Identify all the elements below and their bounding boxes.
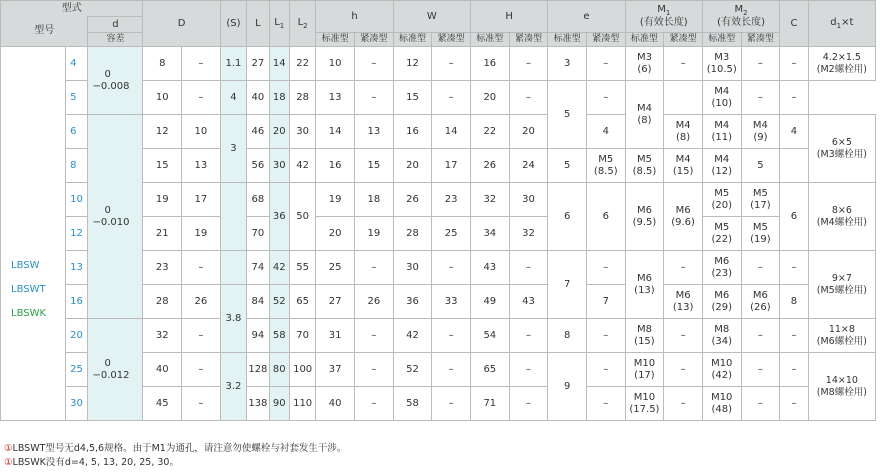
M1-compact: M6 (9.6) [664, 183, 703, 251]
L1-value: 30 [269, 149, 289, 183]
C-value: – [780, 47, 808, 81]
L2-value: 22 [289, 47, 315, 81]
M1-compact: – [664, 319, 703, 353]
M2-compact: M4 (9) [741, 115, 780, 149]
H-compact: 20 [509, 115, 548, 149]
L-value: 70 [247, 217, 269, 251]
d1t-value: 8×6 (M4螺栓用) [808, 183, 875, 251]
M1-compact: M4 (8) [664, 115, 703, 149]
M2-standard: M4 (10) [702, 81, 741, 115]
e-compact-header: 紧凑型 [586, 33, 625, 47]
H-standard: 20 [470, 81, 509, 115]
e-standard: 5 [548, 81, 587, 149]
D-standard: 12 [143, 115, 182, 149]
table-header [1, 1, 876, 47]
e-standard-header: 标准型 [548, 33, 587, 47]
h-compact: 18 [355, 183, 394, 217]
d1t-value: 4.2×1.5 (M2螺栓用) [808, 47, 875, 81]
D-header: D [143, 1, 220, 47]
W-compact: 33 [432, 285, 471, 319]
S-value: 3 [220, 115, 246, 183]
tolerance-upper: 0 [104, 68, 111, 80]
M2-compact: M5 (19) [741, 217, 780, 251]
d-value: 13 [66, 251, 88, 285]
footnote-2: ①LBSWK没有d=4, 5, 13, 20, 25, 30。 [4, 457, 179, 468]
e-compact: – [586, 387, 625, 421]
M2-standard: M10 (42) [702, 353, 741, 387]
footnote-mark: ① [4, 457, 13, 468]
h-standard: 37 [316, 353, 355, 387]
C-value: – [780, 81, 808, 115]
L2-value: 30 [289, 115, 315, 149]
W-compact: 23 [432, 183, 471, 217]
D-standard: 10 [143, 81, 182, 115]
M1-header: $M_1$ (有效长度) [625, 1, 702, 33]
e-compact: – [586, 81, 625, 115]
e-compact: 4 [586, 115, 625, 149]
L1-value: 42 [269, 251, 289, 285]
M1-standard: M6 (13) [625, 251, 664, 319]
W-compact-header: 紧凑型 [432, 33, 471, 47]
C-value: 5 [741, 149, 780, 183]
L1-value: 80 [269, 353, 289, 387]
h-standard: 14 [316, 115, 355, 149]
H-compact: 24 [509, 149, 548, 183]
W-standard: 12 [393, 47, 432, 81]
H-standard: 54 [470, 319, 509, 353]
W-compact: – [432, 319, 471, 353]
D-compact: – [182, 251, 221, 285]
h-standard: 40 [316, 387, 355, 421]
W-standard: 20 [393, 149, 432, 183]
W-standard: 58 [393, 387, 432, 421]
M1-compact [664, 81, 703, 115]
d1t-value: 14×10 (M8螺栓用) [808, 353, 875, 421]
h-standard: 25 [316, 251, 355, 285]
M2-compact: – [741, 387, 780, 421]
D-compact: 10 [182, 115, 221, 149]
e-standard: 8 [548, 319, 587, 353]
M1-compact: M6 (13) [664, 285, 703, 319]
L2-value: 100 [289, 353, 315, 387]
M2-compact: – [741, 47, 780, 81]
W-compact: – [432, 81, 471, 115]
H-standard: 32 [470, 183, 509, 217]
W-standard: 26 [393, 183, 432, 217]
H-standard: 65 [470, 353, 509, 387]
H-compact: 30 [509, 183, 548, 217]
h-standard: 16 [316, 149, 355, 183]
d-value: 5 [66, 81, 88, 115]
L1-value: 36 [269, 183, 289, 251]
L1-value: 90 [269, 387, 289, 421]
L-value: 128 [247, 353, 269, 387]
tolerance-value [88, 115, 143, 319]
d-value: 25 [66, 353, 88, 387]
tolerance-value [88, 47, 143, 115]
D-standard: 15 [143, 149, 182, 183]
tolerance-lower: −0.010 [92, 216, 130, 228]
L-value: 138 [247, 387, 269, 421]
M1-compact-header: 紧凑型 [664, 33, 703, 47]
D-compact: – [182, 319, 221, 353]
h-compact: – [355, 319, 394, 353]
e-compact: – [586, 353, 625, 387]
M1-standard: M5 (8.5) [586, 149, 625, 183]
M2-standard: M5 (20) [702, 183, 741, 217]
W-compact: – [432, 47, 471, 81]
h-compact: – [355, 353, 394, 387]
h-compact: – [355, 387, 394, 421]
M2-standard: M10 (48) [702, 387, 741, 421]
D-compact: 13 [182, 149, 221, 183]
D-standard: 32 [143, 319, 182, 353]
e-compact: – [586, 319, 625, 353]
e-compact: 6 [586, 183, 625, 251]
h-standard: 20 [316, 217, 355, 251]
D-compact: – [182, 387, 221, 421]
W-standard: 28 [393, 217, 432, 251]
L-value: 68 [247, 183, 269, 217]
d-value: 12 [66, 217, 88, 251]
W-standard: 30 [393, 251, 432, 285]
tolerance-header: 容差 [88, 33, 143, 47]
L-value: 56 [247, 149, 269, 183]
H-compact: 43 [509, 285, 548, 319]
D-compact: 19 [182, 217, 221, 251]
model-name: LBSW [11, 259, 40, 271]
C-value: 4 [780, 115, 808, 149]
d-value: 6 [66, 115, 88, 149]
W-compact: – [432, 353, 471, 387]
W-compact: – [432, 387, 471, 421]
d-value: 10 [66, 183, 88, 217]
H-compact: – [509, 81, 548, 115]
W-standard: 15 [393, 81, 432, 115]
M2-compact: – [741, 353, 780, 387]
L1-value: 58 [269, 319, 289, 353]
W-standard-header: 标准型 [393, 33, 432, 47]
D-standard: 8 [143, 47, 182, 81]
e-standard: 7 [548, 251, 587, 319]
C-value: 6 [780, 183, 808, 251]
M1-standard: M6 (9.5) [625, 183, 664, 251]
L-header: L [247, 1, 269, 47]
L1-header: $L_1$ [269, 1, 289, 47]
e-compact: – [586, 47, 625, 81]
S-value [220, 251, 246, 285]
H-compact: 32 [509, 217, 548, 251]
W-compact: 17 [432, 149, 471, 183]
M2-compact: M5 (17) [741, 183, 780, 217]
W-standard: 42 [393, 319, 432, 353]
S-value: 1.1 [220, 47, 246, 81]
h-standard: 10 [316, 47, 355, 81]
M2-standard: M8 (34) [702, 319, 741, 353]
M2-standard: M6 (23) [702, 251, 741, 285]
D-compact: – [182, 81, 221, 115]
model-name: LBSWK [11, 307, 47, 319]
h-standard: 19 [316, 183, 355, 217]
d1t-value: 11×8 (M6螺栓用) [808, 319, 875, 353]
L1-value: 18 [269, 81, 289, 115]
M2-compact: – [741, 319, 780, 353]
L1-value: 52 [269, 285, 289, 319]
L2-value: 65 [289, 285, 315, 319]
S-header: (S) [220, 1, 246, 47]
H-standard: 22 [470, 115, 509, 149]
e-compact: 7 [586, 285, 625, 319]
H-standard: 71 [470, 387, 509, 421]
e-standard: 9 [548, 353, 587, 421]
S-value [220, 183, 246, 251]
C-value: – [780, 387, 808, 421]
tolerance-value [88, 319, 143, 421]
d-value: 30 [66, 387, 88, 421]
tolerance-lower: −0.008 [92, 80, 130, 92]
M2-standard: M6 (29) [702, 285, 741, 319]
S-value: 3.2 [220, 353, 246, 421]
W-compact: – [432, 251, 471, 285]
D-standard: 28 [143, 285, 182, 319]
e-compact: – [586, 251, 625, 285]
M1-compact: – [664, 387, 703, 421]
M1-standard: M8 (15) [625, 319, 664, 353]
d-value: 8 [66, 149, 88, 183]
C-value: – [780, 353, 808, 387]
W-compact: 14 [432, 115, 471, 149]
C-value: – [780, 251, 808, 285]
model-list [1, 47, 66, 421]
M2-compact: M6 (26) [741, 285, 780, 319]
H-compact: – [509, 251, 548, 285]
M2-compact-header: 紧凑型 [741, 33, 780, 47]
D-compact: 26 [182, 285, 221, 319]
D-standard: 19 [143, 183, 182, 217]
W-standard: 16 [393, 115, 432, 149]
d-value: 16 [66, 285, 88, 319]
H-standard: 34 [470, 217, 509, 251]
e-compact: 5 [548, 149, 587, 183]
C-header: C [780, 1, 808, 47]
H-standard: 49 [470, 285, 509, 319]
W-standard: 36 [393, 285, 432, 319]
L1-value: 20 [269, 115, 289, 149]
L-value: 27 [247, 47, 269, 81]
table-row [1, 115, 876, 149]
L-value: 74 [247, 251, 269, 285]
L2-value: 110 [289, 387, 315, 421]
d-value: 4 [66, 47, 88, 81]
model-header: 型号 [1, 17, 88, 47]
h-compact: – [355, 251, 394, 285]
W-standard: 52 [393, 353, 432, 387]
h-standard: 31 [316, 319, 355, 353]
D-standard: 45 [143, 387, 182, 421]
M2-standard: M5 (22) [702, 217, 741, 251]
M1-compact: – [664, 251, 703, 285]
H-compact: – [509, 353, 548, 387]
h-compact: 26 [355, 285, 394, 319]
M1-standard: M3 (6) [625, 47, 664, 81]
d1t-value: 9×7 (M5螺栓用) [808, 251, 875, 319]
d1t-value: 6×5 (M3螺栓用) [808, 115, 875, 183]
d-value: 20 [66, 319, 88, 353]
model-name: LBSWT [11, 283, 46, 295]
h-compact: – [355, 81, 394, 115]
C-value: – [780, 319, 808, 353]
d-header: d [88, 17, 143, 33]
D-compact: – [182, 353, 221, 387]
footnote-1: ①LBSWT型号无d4,5,6规格。由于M1为通孔，请注意勿使螺栓与衬套发生干涉。 [4, 443, 347, 454]
D-compact: 17 [182, 183, 221, 217]
L-value: 46 [247, 115, 269, 149]
D-standard: 23 [143, 251, 182, 285]
M2-standard: M4 (11) [702, 115, 741, 149]
L2-value: 70 [289, 319, 315, 353]
table-row [1, 319, 876, 353]
h-header: h [316, 1, 393, 33]
tolerance-lower: −0.012 [92, 369, 130, 381]
W-compact: 25 [432, 217, 471, 251]
footnote-mark: ① [4, 443, 13, 454]
H-compact: – [509, 319, 548, 353]
tolerance-upper: 0 [104, 357, 111, 369]
M1-standard: M10 (17) [625, 353, 664, 387]
S-value: 3.8 [220, 285, 246, 353]
h-standard: 27 [316, 285, 355, 319]
L2-value: 28 [289, 81, 315, 115]
M2-compact: – [741, 81, 780, 115]
tolerance-upper: 0 [104, 204, 111, 216]
M1-standard: M4 (8) [625, 81, 664, 149]
e-standard: 3 [548, 47, 587, 81]
h-compact: 19 [355, 217, 394, 251]
M2-standard-header: 标准型 [702, 33, 741, 47]
type-group-header: 型式 [1, 1, 143, 17]
e-header: e [548, 1, 625, 33]
S-value: 4 [220, 81, 246, 115]
M2-standard: M4 (15) [664, 149, 703, 183]
M2-standard: M3 (10.5) [702, 47, 741, 81]
H-compact: – [509, 47, 548, 81]
table-body [1, 47, 876, 421]
D-compact: – [182, 47, 221, 81]
h-compact: – [355, 47, 394, 81]
h-standard: 13 [316, 81, 355, 115]
H-standard: 16 [470, 47, 509, 81]
H-standard: 43 [470, 251, 509, 285]
M2-compact: M4 (12) [702, 149, 741, 183]
L2-value: 50 [289, 183, 315, 251]
table-row [1, 47, 876, 81]
L2-value: 42 [289, 149, 315, 183]
L-value: 94 [247, 319, 269, 353]
H-compact: – [509, 387, 548, 421]
L-value: 40 [247, 81, 269, 115]
C-value: 8 [780, 285, 808, 319]
h-compact: 15 [355, 149, 394, 183]
M1-standard-header: 标准型 [625, 33, 664, 47]
dt-header: $d_1\times t$ [808, 1, 875, 47]
H-standard: 26 [470, 149, 509, 183]
H-header: H [470, 1, 547, 33]
L-value: 84 [247, 285, 269, 319]
W-header: W [393, 1, 470, 33]
H-compact-header: 紧凑型 [509, 33, 548, 47]
h-compact-header: 紧凑型 [355, 33, 394, 47]
L1-value: 14 [269, 47, 289, 81]
M1-standard: M10 (17.5) [625, 387, 664, 421]
L2-value: 55 [289, 251, 315, 285]
D-standard: 40 [143, 353, 182, 387]
e-standard: 6 [548, 183, 587, 251]
M1-compact: – [664, 353, 703, 387]
h-compact: 13 [355, 115, 394, 149]
footnotes [4, 442, 346, 470]
M2-compact: – [741, 251, 780, 285]
D-standard: 21 [143, 217, 182, 251]
M1-compact: M5 (8.5) [625, 149, 664, 183]
H-standard-header: 标准型 [470, 33, 509, 47]
L2-header: $L_2$ [289, 1, 315, 47]
M1-compact: – [664, 47, 703, 81]
h-standard-header: 标准型 [316, 33, 355, 47]
M2-header: $M_2$ (有效长度) [702, 1, 779, 33]
